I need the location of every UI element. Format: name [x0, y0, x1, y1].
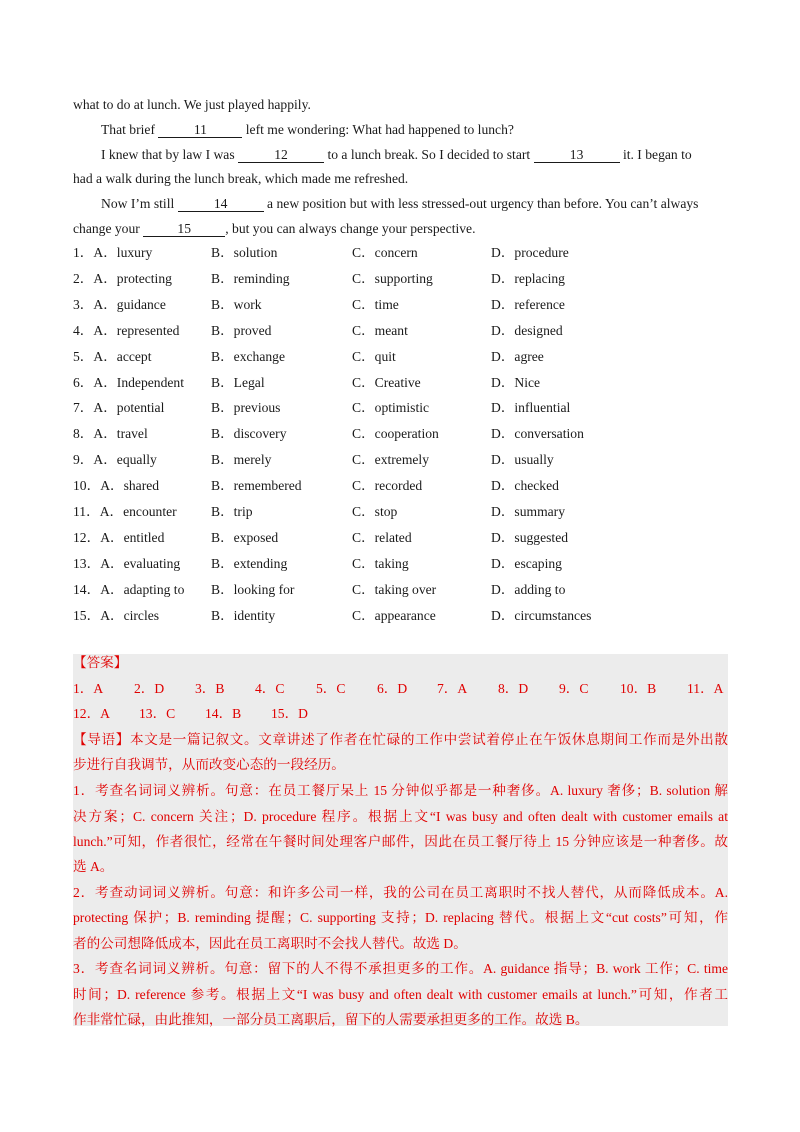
option-c: C．stop — [352, 504, 398, 519]
option-c: C．meant — [352, 322, 408, 338]
question-number: 9． — [73, 452, 94, 468]
option-row — [73, 555, 733, 573]
option-c: C．cooperation — [352, 426, 439, 442]
option-c: C．taking — [352, 555, 409, 571]
option-c: C．optimistic — [352, 400, 430, 416]
question-number: 6． — [73, 374, 94, 390]
blank-13: 13 — [534, 148, 620, 163]
option-b: B．identity — [211, 607, 276, 623]
passage-text: left me wondering: What had happened to lunch? — [242, 122, 514, 137]
passage-text: That brief — [101, 122, 159, 137]
option-a — [73, 477, 159, 495]
option-d: D．designed — [491, 322, 563, 338]
option-c: C．quit — [352, 348, 396, 364]
question-number: 14． — [73, 581, 101, 597]
explanation-2: 者的公司想降低成本，因此在员工离职时不会找人替代。故选 D。 — [73, 936, 467, 951]
option-a — [73, 581, 184, 599]
option-row — [73, 270, 733, 288]
option-row — [73, 529, 733, 547]
answer-key: 2．D — [134, 681, 165, 696]
option-a — [73, 555, 180, 573]
passage-line: what to do at lunch. We just played happily. — [73, 97, 311, 112]
option-a — [73, 607, 159, 625]
option-a-text: A．evaluating — [100, 555, 181, 571]
option-row — [73, 581, 733, 599]
explanation-1: 选 A。 — [73, 859, 114, 874]
option-b: B．exchange — [211, 348, 285, 364]
question-number: 3． — [73, 296, 94, 312]
option-row — [73, 322, 733, 340]
option-row — [73, 399, 733, 417]
option-a — [73, 374, 184, 392]
passage-text: a new position but with less stressed-out urgency than before. You can’t always — [263, 196, 699, 211]
option-b: B．proved — [211, 322, 272, 338]
option-a-text: A．luxury — [93, 245, 153, 260]
explanation-3: 时间；D. reference 参考。根据上文“I was busy and often dealt with customer emails at lunch.”可知，作者工 — [73, 987, 728, 1002]
option-row — [73, 425, 733, 443]
blank-12: 12 — [238, 148, 324, 163]
passage-text: change your — [73, 221, 144, 236]
option-d: D．conversation — [491, 426, 584, 442]
answer-key: 3．B — [195, 681, 225, 696]
option-c: C．appearance — [352, 607, 436, 623]
answer-key: 6．D — [377, 681, 408, 696]
blank-11: 11 — [158, 123, 242, 138]
passage-line — [101, 121, 514, 139]
question-number: 15． — [73, 607, 101, 623]
question-number: 1． — [73, 245, 94, 260]
option-a-text: A．encounter — [99, 504, 177, 519]
option-row — [73, 348, 733, 366]
option-a-text: A．shared — [100, 478, 160, 494]
option-a — [73, 348, 152, 366]
passage-line — [101, 146, 692, 164]
option-a — [73, 244, 152, 262]
option-d: D．usually — [491, 452, 554, 468]
answer-key: 8．D — [498, 681, 529, 696]
option-d: D．influential — [491, 400, 571, 416]
question-number: 10． — [73, 478, 101, 494]
blank-15: 15 — [143, 222, 225, 237]
option-d: D．reference — [491, 296, 565, 312]
explanation-3: 3．考查名词词义辨析。句意：留下的人不得不承担更多的工作。A. guidance 指导；B. work 工作；C. time — [73, 961, 728, 976]
option-c: C．related — [352, 529, 412, 545]
passage-line — [73, 220, 475, 238]
option-row — [73, 374, 733, 392]
question-number: 4． — [73, 322, 94, 338]
option-d: D．escaping — [491, 555, 562, 571]
option-b: B．merely — [211, 452, 272, 468]
question-number: 12． — [73, 529, 101, 545]
option-b: B．looking for — [211, 581, 295, 597]
answer-key: 4．C — [255, 681, 285, 696]
option-b: B．Legal — [211, 374, 265, 390]
option-c: C．extremely — [352, 452, 430, 468]
option-b: B．exposed — [211, 529, 279, 545]
option-row — [73, 451, 733, 469]
option-c: C．time — [352, 296, 399, 312]
explanation-1: lunch.”可知，作者很忙，经常在午餐时间处理客户邮件，因此在员工餐厅待上 15 分钟应该是一种奢侈。故 — [73, 834, 728, 849]
question-number: 8． — [73, 426, 94, 442]
answer-key: 10．B — [620, 681, 657, 696]
option-a — [73, 322, 179, 340]
explanation-1: 决方案；C. concern 关注；D. procedure 程序。根据上文“I was busy and often dealt with customer emails at — [73, 809, 728, 824]
option-row — [73, 503, 733, 521]
passage-line — [101, 195, 698, 213]
option-d: D．Nice — [491, 374, 541, 390]
option-d: D．summary — [491, 504, 566, 519]
option-d: D．agree — [491, 348, 544, 364]
answer-heading: 【答案】 — [73, 655, 128, 670]
option-b: B．discovery — [211, 426, 287, 442]
option-a — [73, 503, 177, 521]
question-number: 5． — [73, 348, 94, 364]
option-a-text: A．circles — [100, 607, 160, 623]
explanation-3: 作非常忙碌，由此推知，一部分员工离职后，留下的人需要承担更多的工作。故选 B。 — [73, 1012, 589, 1027]
question-number: 2． — [73, 270, 94, 286]
question-number: 13． — [73, 555, 101, 571]
option-c: C．supporting — [352, 270, 433, 286]
passage-text: to a lunch break. So I decided to start — [324, 147, 534, 162]
answer-key: 13．C — [139, 706, 176, 721]
option-a — [73, 451, 157, 469]
option-b: B．extending — [211, 555, 288, 571]
option-a-text: A．equally — [93, 452, 157, 468]
option-b: B．solution — [211, 245, 278, 260]
answer-key: 11．A — [687, 681, 724, 696]
option-a-text: A．potential — [93, 400, 165, 416]
option-a — [73, 425, 148, 443]
answer-key: 9．C — [559, 681, 589, 696]
answer-key: 1．A — [73, 681, 104, 696]
option-d: D．suggested — [491, 529, 569, 545]
answer-key: 7．A — [437, 681, 468, 696]
option-d: D．circumstances — [491, 607, 592, 623]
passage-text: , but you can always change your perspective. — [225, 221, 476, 236]
option-a-text: A．adapting to — [100, 581, 185, 597]
option-d: D．procedure — [491, 245, 569, 260]
option-b: B．trip — [211, 504, 253, 519]
answer-key: 12．A — [73, 706, 111, 721]
option-a-text: A．represented — [93, 322, 180, 338]
question-number: 11． — [73, 504, 100, 519]
answer-row — [73, 680, 728, 698]
explanation-1: 1．考查名词词义辨析。句意：在员工餐厅呆上 15 分钟似乎都是一种奢侈。A. luxury 奢侈；B. solution 解 — [73, 783, 728, 798]
passage-text: it. I began to — [619, 147, 692, 162]
option-d: D．checked — [491, 478, 559, 494]
passage-text: Now I’m still — [101, 196, 178, 211]
answer-key: 5．C — [316, 681, 346, 696]
option-a — [73, 296, 166, 314]
option-a-text: A．entitled — [100, 529, 165, 545]
explanation-2: protecting 保护；B. reminding 提醒；C. supporting 支持；D. replacing 替代。根据上文“cut costs”可知，作 — [73, 910, 728, 925]
option-d: D．replacing — [491, 270, 565, 286]
passage-line: had a walk during the lunch break, which made me refreshed. — [73, 171, 409, 186]
option-row — [73, 477, 733, 495]
option-c: C．recorded — [352, 478, 423, 494]
option-c: C．concern — [352, 245, 418, 260]
option-b: B．previous — [211, 400, 281, 416]
explanation-2: 2．考查动词词义辨析。句意：和许多公司一样，我的公司在员工离职时不找人替代，从而降低成本。A. — [73, 885, 728, 900]
answer-key: 15．D — [271, 706, 309, 721]
option-c: C．taking over — [352, 581, 437, 597]
option-c: C．Creative — [352, 374, 421, 390]
option-a-text: A．accept — [93, 348, 152, 364]
blank-14: 14 — [178, 197, 264, 212]
answer-key: 14．B — [205, 706, 242, 721]
option-a-text: A．travel — [93, 426, 148, 442]
option-row — [73, 296, 733, 314]
option-b: B．remembered — [211, 478, 302, 494]
option-a-text: A．Independent — [93, 374, 184, 390]
answer-row — [73, 705, 728, 723]
passage-text: I knew that by law I was — [101, 147, 239, 162]
option-row — [73, 244, 733, 262]
option-a — [73, 270, 172, 288]
option-a-text: A．protecting — [93, 270, 172, 286]
question-number: 7． — [73, 400, 94, 416]
guide-text: 步进行自我调节，从而改变心态的一段经历。 — [73, 757, 345, 772]
option-a-text: A．guidance — [93, 296, 166, 312]
option-b: B．reminding — [211, 270, 290, 286]
option-d: D．adding to — [491, 581, 566, 597]
option-a — [73, 529, 164, 547]
guide-text: 【导语】本文是一篇记叙文。文章讲述了作者在忙碌的工作中尝试着停止在午饭休息期间工作而是外出散 — [73, 732, 728, 747]
option-a — [73, 399, 164, 417]
option-row — [73, 607, 733, 625]
option-b: B．work — [211, 296, 262, 312]
